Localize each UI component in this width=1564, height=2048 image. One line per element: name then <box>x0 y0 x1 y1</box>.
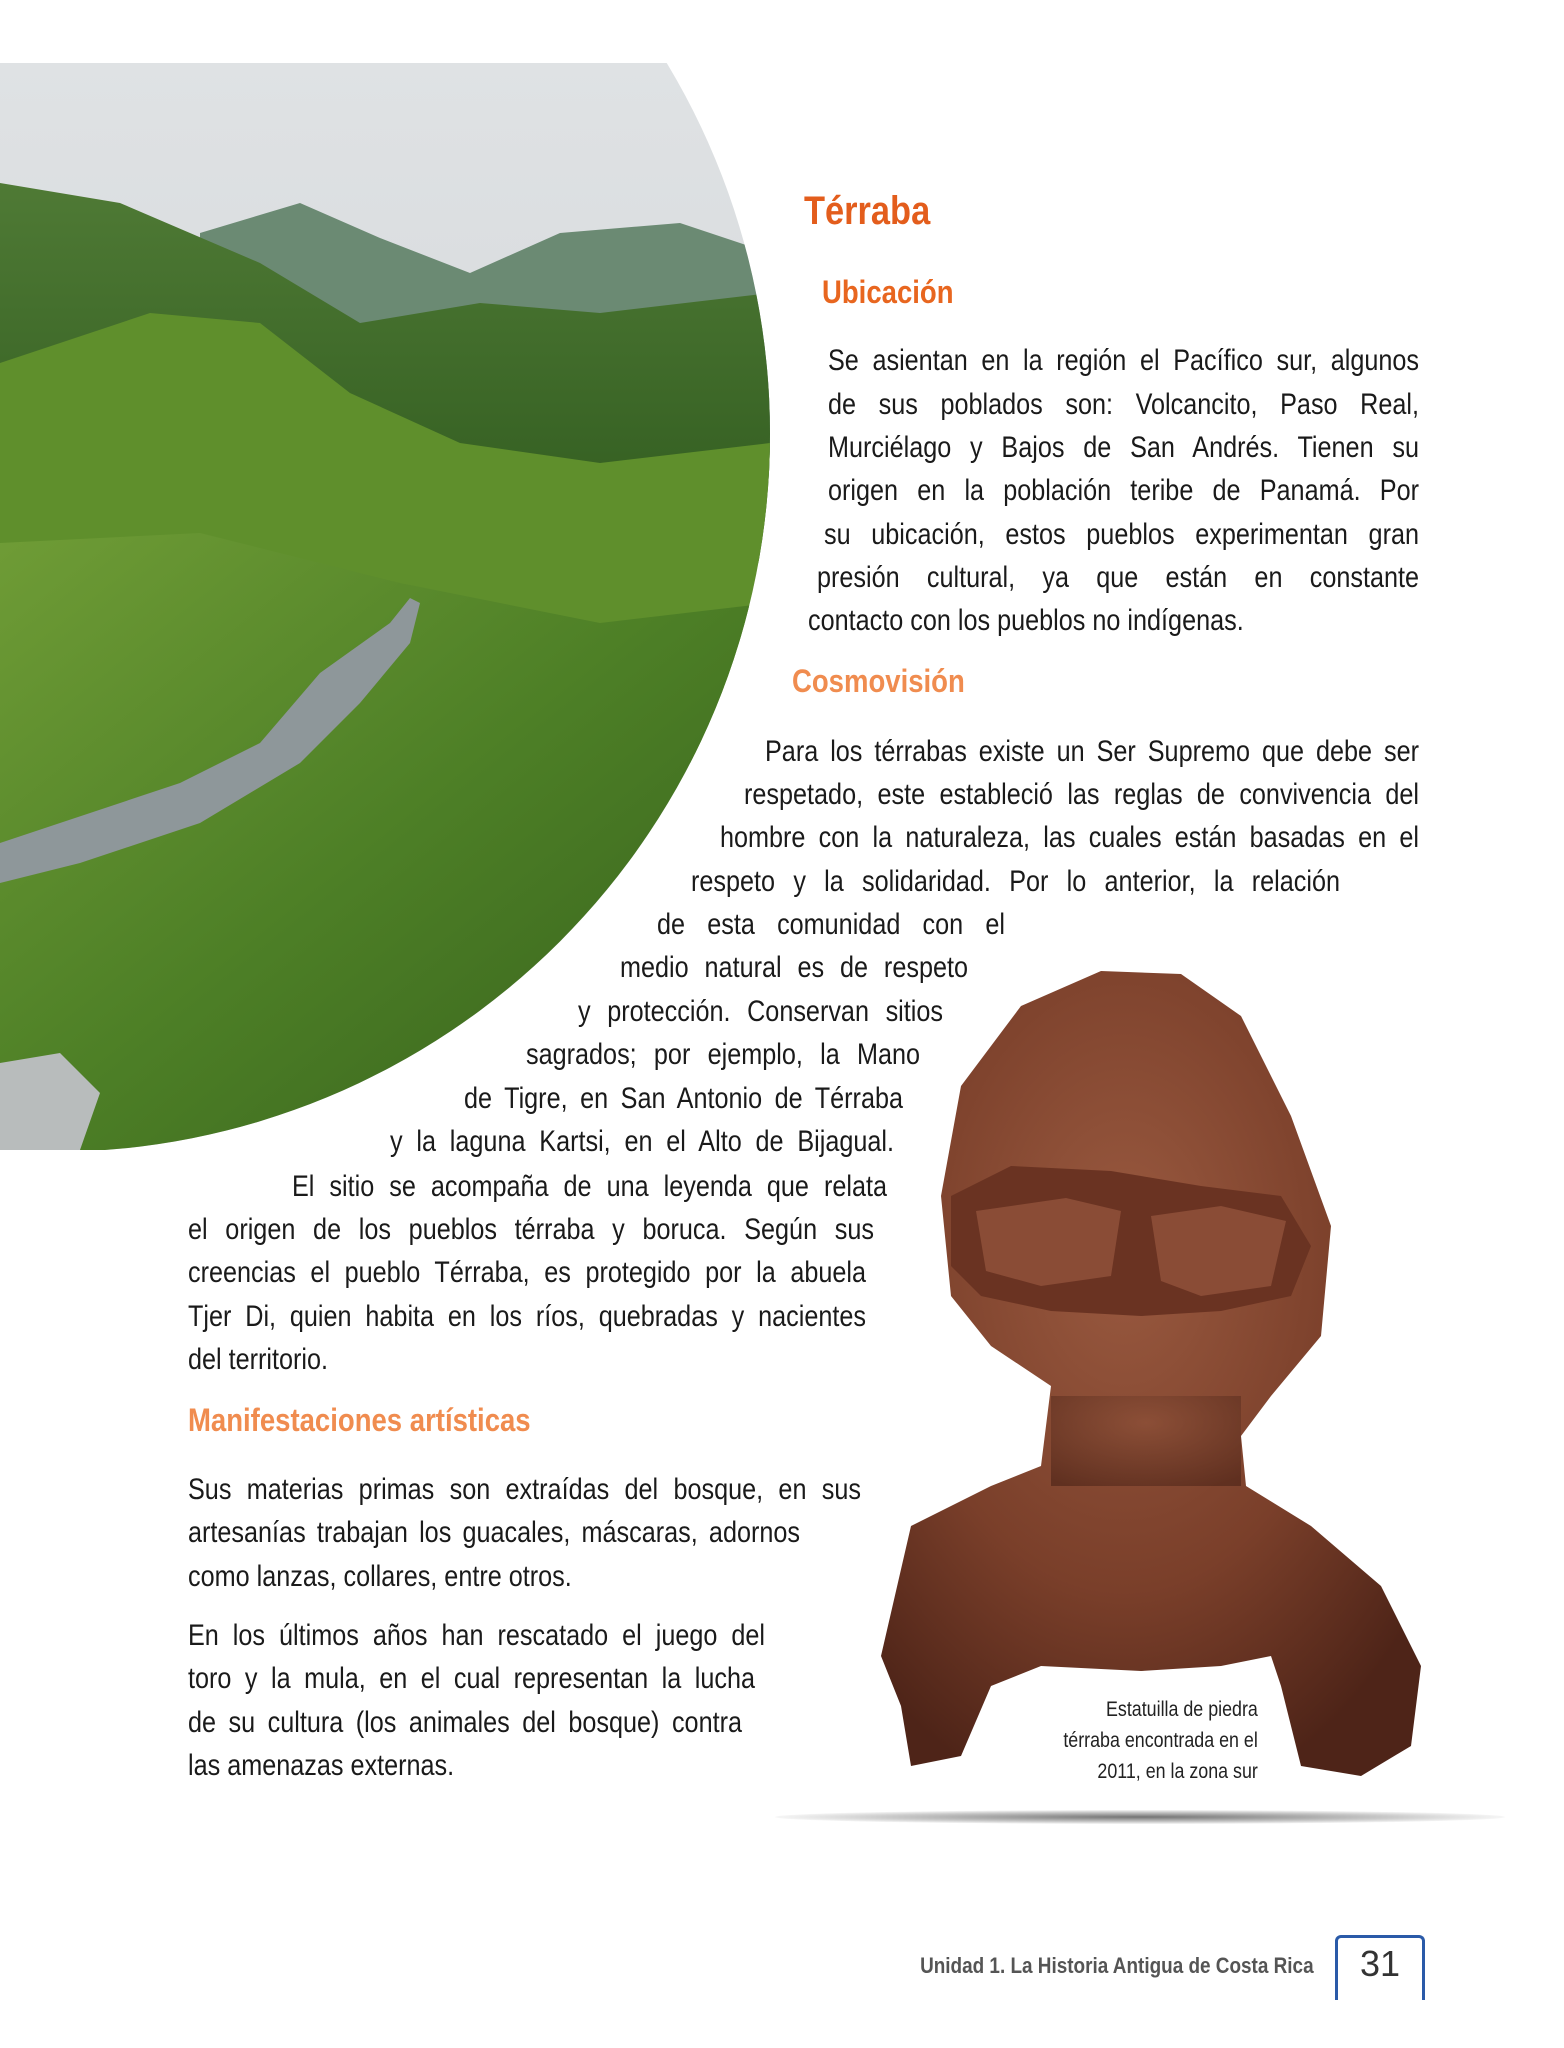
text-line: origen en la población teribe de Panamá. Por <box>828 474 1419 507</box>
text-line: El sitio se acompaña de una leyenda que relata <box>292 1170 887 1203</box>
text-line: creencias el pueblo Térraba, es protegido por la abuela <box>188 1256 866 1289</box>
image-shadow <box>775 1810 1505 1824</box>
text-line: respeto y la solidaridad. Por lo anterior, la relación <box>691 865 1340 898</box>
caption-line: 2011, en la zona sur <box>1097 1760 1258 1783</box>
text-line: Se asientan en la región el Pacífico sur, algunos <box>828 344 1420 377</box>
page-number: 31 <box>1335 1935 1425 2000</box>
text-line: hombre con la naturaleza, las cuales están basadas en el <box>720 821 1420 854</box>
text-line: artesanías trabajan los guacales, máscaras, adornos <box>188 1516 801 1549</box>
stone-statuette-photo <box>841 966 1445 1780</box>
text-line: sagrados; por ejemplo, la Mano <box>526 1038 921 1071</box>
text-line: de su cultura (los animales del bosque) contra <box>188 1706 743 1739</box>
text-line: como lanzas, collares, entre otros. <box>188 1560 572 1593</box>
text-line: y protección. Conservan sitios <box>578 995 944 1028</box>
text-line: contacto con los pueblos no indígenas. <box>808 604 1244 637</box>
heading-cosmovision: Cosmovisión <box>792 663 965 699</box>
text-line: Tjer Di, quien habita en los ríos, quebradas y nacientes <box>188 1300 866 1333</box>
text-line: medio natural es de respeto <box>620 951 968 984</box>
text-line: Sus materias primas son extraídas del bosque, en sus <box>188 1473 861 1506</box>
text-line: Para los térrabas existe un Ser Supremo que debe ser <box>765 735 1420 768</box>
text-line: el origen de los pueblos térraba y boruca. Según sus <box>188 1213 874 1246</box>
text-line: presión cultural, ya que están en constante <box>817 561 1419 594</box>
heading-manifestaciones: Manifestaciones artísticas <box>188 1402 531 1438</box>
footer-unit-title: Unidad 1. La Historia Antigua de Costa Rica <box>920 1953 1314 1978</box>
heading-ubicacion: Ubicación <box>822 274 954 310</box>
text-line: respetado, este estableció las reglas de convivencia del <box>744 778 1420 811</box>
text-line: y la laguna Kartsi, en el Alto de Bijagual. <box>390 1125 894 1158</box>
image-caption <box>1029 1694 1258 1787</box>
text-line: de Tigre, en San Antonio de Térraba <box>464 1082 904 1115</box>
text-line: las amenazas externas. <box>188 1749 455 1782</box>
text-line: de sus poblados son: Volcancito, Paso Real, <box>828 388 1420 421</box>
text-line: En los últimos años han rescatado el juego del <box>188 1619 766 1652</box>
caption-line: Estatuilla de piedra <box>1106 1698 1258 1721</box>
text-line: toro y la mula, en el cual representan la lucha <box>188 1662 755 1695</box>
text-line: de esta comunidad con el <box>657 908 1005 941</box>
text-line: del territorio. <box>188 1343 329 1376</box>
page-title: Térraba <box>804 189 931 233</box>
text-line: Murciélago y Bajos de San Andrés. Tienen su <box>828 431 1419 464</box>
caption-line: térraba encontrada en el <box>1063 1729 1258 1752</box>
text-line: su ubicación, estos pueblos experimentan gran <box>824 518 1419 551</box>
